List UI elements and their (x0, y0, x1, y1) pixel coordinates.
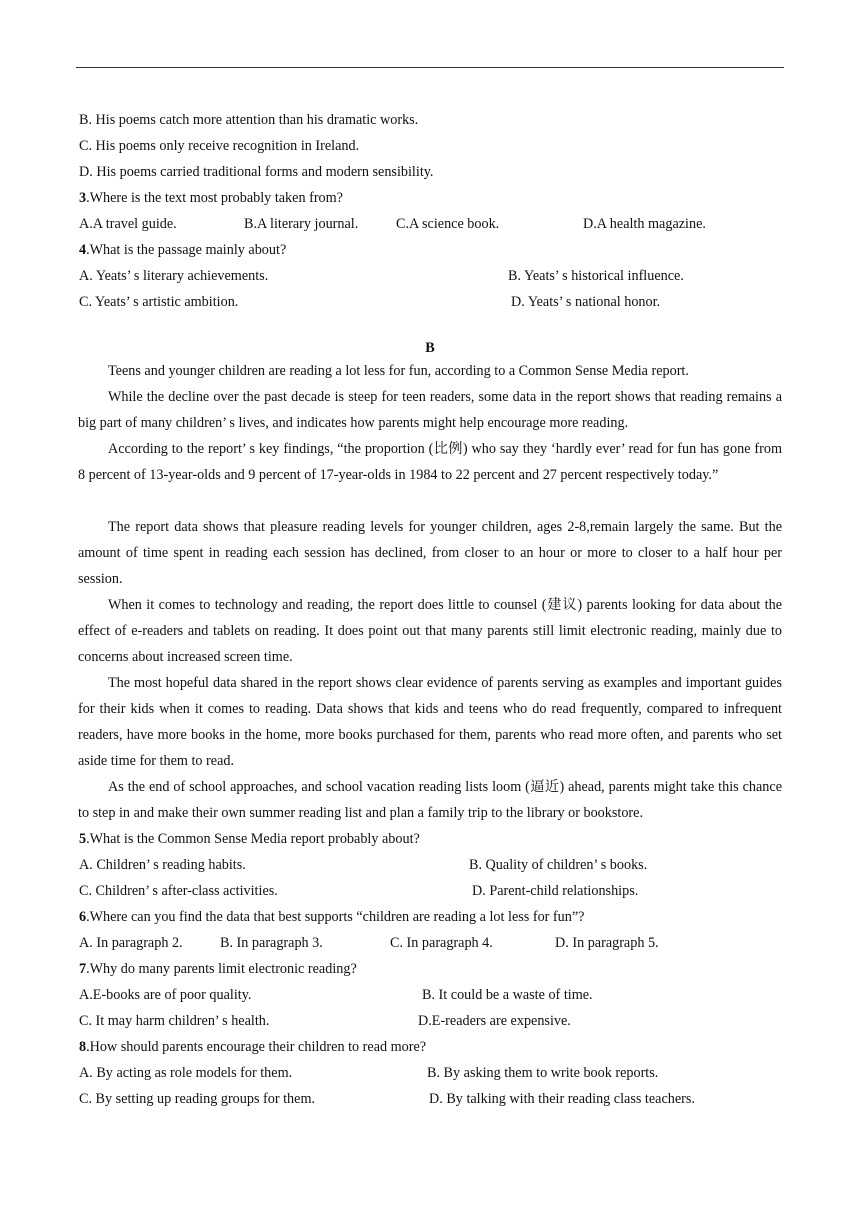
q7-option-a: A.E-books are of poor quality. (79, 987, 252, 1003)
q3-option-d: D.A health magazine. (583, 216, 706, 232)
q4-option-d: D. Yeats’ s national honor. (511, 294, 661, 310)
question-text: .Where is the text most probably taken from? (86, 190, 343, 206)
section-title: B (425, 340, 435, 356)
q3-option-a: A.A travel guide. (79, 216, 177, 232)
paragraph-5: When it comes to technology and reading, the report does little to counsel (建议) parents looking for data about the effect of e-readers and tablets on reading. It does point out that many parents still limit electronic reading, mainly due to concerns about increased screen time. (78, 597, 782, 665)
question-5 (79, 829, 420, 849)
prev-option-d: D. His poems carried traditional forms and modern sensibility. (79, 164, 434, 180)
question-number: 5 (79, 831, 87, 847)
q7-option-d: D.E-readers are expensive. (418, 1013, 571, 1029)
question-number: 3 (79, 190, 87, 206)
q8-option-d: D. By talking with their reading class teachers. (429, 1091, 695, 1107)
header-rule (76, 67, 784, 68)
q8-option-a: A. By acting as role models for them. (79, 1065, 293, 1081)
q4-option-a: A. Yeats’ s literary achievements. (79, 268, 269, 284)
prev-option-b: B. His poems catch more attention than his dramatic works. (79, 112, 419, 128)
question-4 (79, 240, 286, 260)
paragraph-4: The report data shows that pleasure reading levels for younger children, ages 2-8,remain largely the same. But the amount of time spent in reading each session has declined, from closer to an hour or more to closer to a half hour per session. (78, 519, 782, 587)
q5-option-d: D. Parent-child relationships. (472, 883, 639, 899)
q4-option-c: C. Yeats’ s artistic ambition. (79, 294, 239, 310)
question-text: .What is the Common Sense Media report probably about? (86, 831, 420, 847)
q4-option-b: B. Yeats’ s historical influence. (508, 268, 684, 284)
q5-option-b: B. Quality of children’ s books. (469, 857, 648, 873)
q6-option-d: D. In paragraph 5. (555, 935, 659, 951)
q6-option-a: A. In paragraph 2. (79, 935, 183, 951)
q6-option-c: C. In paragraph 4. (390, 935, 493, 951)
paragraph-3: According to the report’ s key findings, “the proportion (比例) who say they ‘hardly ever’ read for fun has gone from 8 percent of 13-year-olds and 9 percent of 17-year-olds in 1984 to 22 percent and 27 percent respectively today.” (78, 441, 782, 483)
paragraph-1: Teens and younger children are reading a lot less for fun, according to a Common Sense Media report. (108, 363, 689, 379)
paragraph-6: The most hopeful data shared in the report shows clear evidence of parents serving as examples and important guides for their kids when it comes to reading. Data shows that kids and teens who do read frequently, compared to infrequent readers, have more books in the home, more books purchased for them, parents who read more often, and parents who set aside time for them to read. (78, 675, 782, 769)
question-6 (79, 907, 584, 927)
question-number: 4 (79, 242, 87, 258)
question-text: .Where can you find the data that best supports “children are reading a lot less for fun”? (86, 909, 585, 925)
question-7 (79, 959, 357, 979)
q8-option-b: B. By asking them to write book reports. (427, 1065, 659, 1081)
paragraph-2: While the decline over the past decade is steep for teen readers, some data in the report shows that reading remains a big part of many children’ s lives, and indicates how parents might help encourage more reading. (78, 389, 782, 431)
q7-option-b: B. It could be a waste of time. (422, 987, 593, 1003)
q3-option-c: C.A science book. (396, 216, 500, 232)
question-text: .What is the passage mainly about? (86, 242, 287, 258)
paragraph-7: As the end of school approaches, and school vacation reading lists loom (逼近) ahead, parents might take this chance to step in and make their own summer reading list and plan a family trip to the library or bookstore. (78, 779, 782, 821)
question-3 (79, 188, 343, 208)
q7-option-c: C. It may harm children’ s health. (79, 1013, 270, 1029)
prev-option-c: C. His poems only receive recognition in Ireland. (79, 138, 360, 154)
question-number: 7 (79, 961, 87, 977)
q3-option-b: B.A literary journal. (244, 216, 359, 232)
q8-option-c: C. By setting up reading groups for them. (79, 1091, 316, 1107)
q6-option-b: B. In paragraph 3. (220, 935, 323, 951)
question-number: 6 (79, 909, 87, 925)
q5-option-c: C. Children’ s after-class activities. (79, 883, 278, 899)
question-number: 8 (79, 1039, 87, 1055)
q5-option-a: A. Children’ s reading habits. (79, 857, 246, 873)
question-text: .How should parents encourage their children to read more? (86, 1039, 427, 1055)
question-8 (79, 1037, 426, 1057)
question-text: .Why do many parents limit electronic reading? (86, 961, 357, 977)
